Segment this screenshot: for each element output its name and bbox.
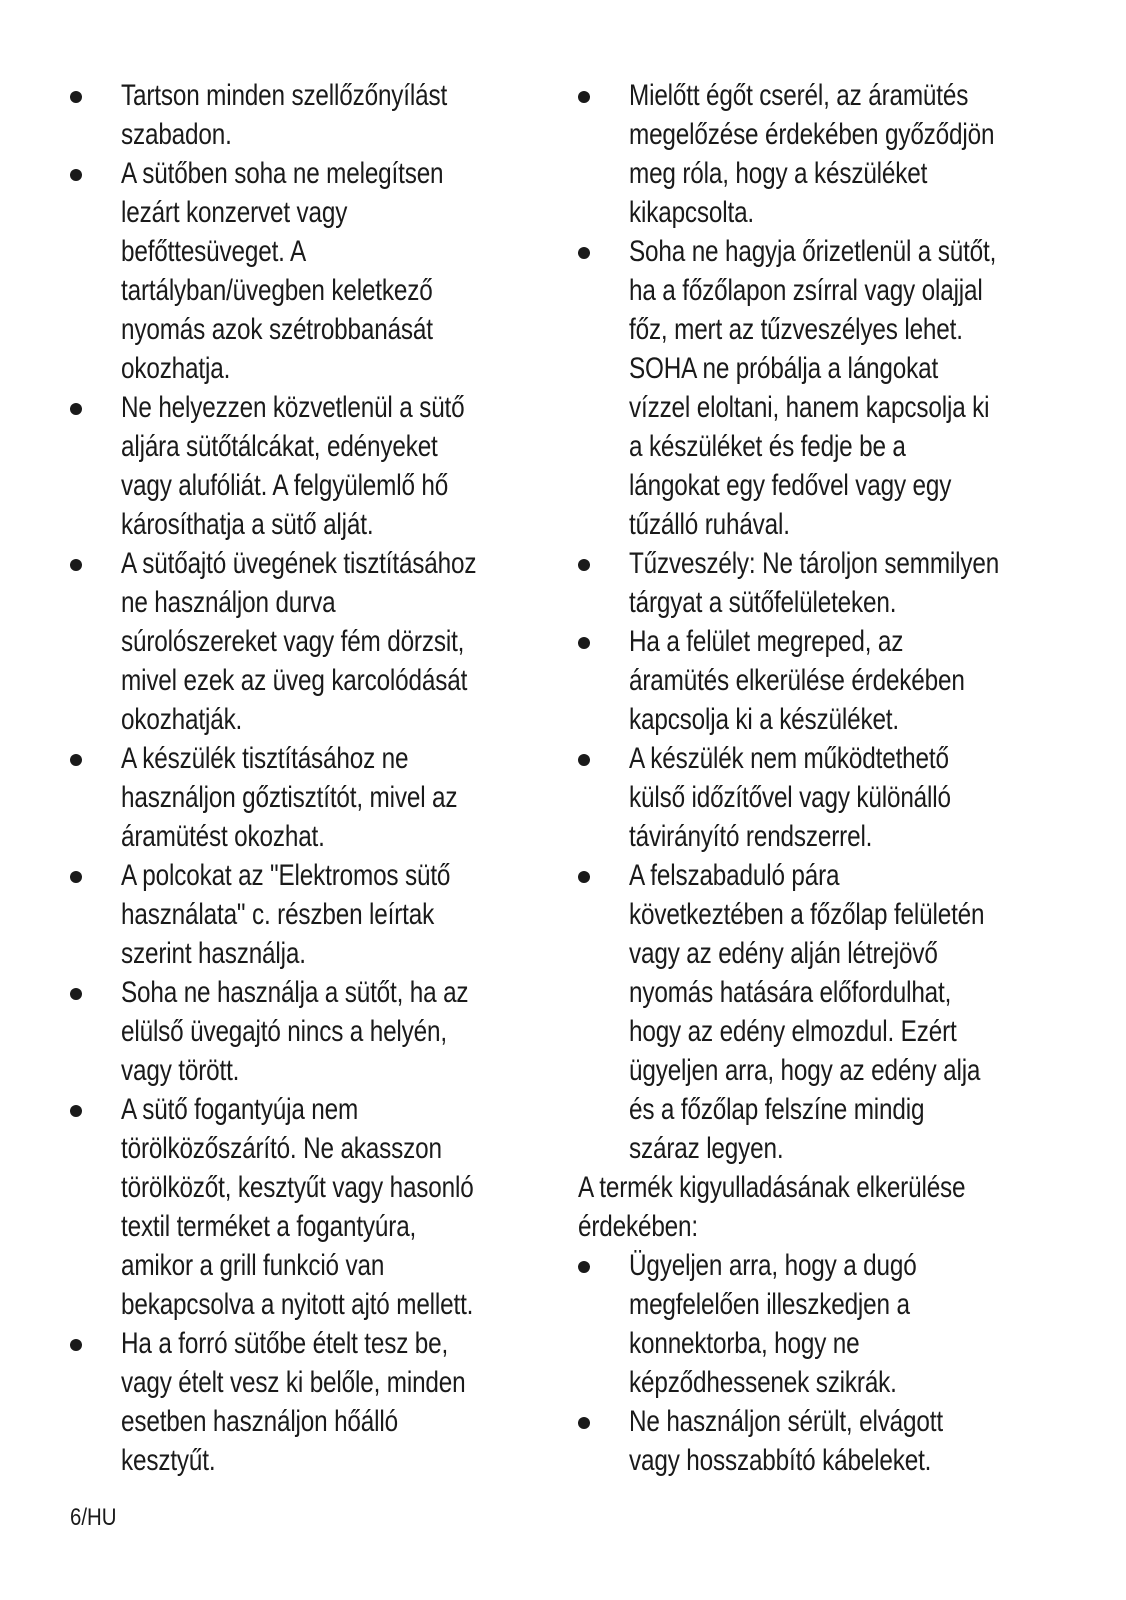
bullet-item xyxy=(578,622,1078,739)
paragraph-text-line: A termék kigyulladásának elkerülése xyxy=(578,1171,966,1204)
page-number: 6/HU xyxy=(70,1504,117,1531)
bullet-icon xyxy=(578,1261,590,1273)
bullet-text-line: képződhessenek szikrák. xyxy=(629,1366,897,1399)
bullet-item xyxy=(70,1324,540,1480)
bullet-text-line: Tartson minden szellőzőnyílást xyxy=(121,79,448,112)
bullet-text-line: meg róla, hogy a készüléket xyxy=(629,157,928,190)
bullet-text-line: törölközőt, kesztyűt vagy hasonló xyxy=(121,1171,474,1204)
bullet-text-line: használata" c. részben leírtak xyxy=(121,898,435,931)
bullet-text-line: megelőzése érdekében győződjön xyxy=(629,118,995,151)
bullet-text-line: megfelelően illeszkedjen a xyxy=(629,1288,910,1321)
bullet-text-line: tartályban/üvegben keletkező xyxy=(121,274,433,307)
bullet-text-line: okozhatja. xyxy=(121,352,231,385)
bullet-text-line: SOHA ne próbálja a lángokat xyxy=(629,352,939,385)
bullet-item xyxy=(578,1402,1078,1480)
bullet-item xyxy=(70,76,540,154)
bullet-text-line: Ne helyezzen közvetlenül a sütő xyxy=(121,391,465,424)
bullet-icon xyxy=(578,247,590,259)
bullet-text-line: hogy az edény elmozdul. Ezért xyxy=(629,1015,957,1048)
bullet-text-line: használjon gőztisztítót, mivel az xyxy=(121,781,458,814)
bullet-text-line: vagy ételt vesz ki belőle, minden xyxy=(121,1366,466,1399)
bullet-text-line: ne használjon durva xyxy=(121,586,336,619)
bullet-text-line: okozhatják. xyxy=(121,703,243,736)
bullet-text-line: a készüléket és fedje be a xyxy=(629,430,906,463)
bullet-text-line: vagy alufóliát. A felgyülemlő hő xyxy=(121,469,449,502)
bullet-item xyxy=(70,544,540,739)
right-column xyxy=(578,76,1078,1480)
bullet-text-line: és a főzőlap felszíne mindig xyxy=(629,1093,925,1126)
paragraph-text-line: érdekében: xyxy=(578,1210,698,1243)
bullet-text-line: konnektorba, hogy ne xyxy=(629,1327,860,1360)
bullet-item xyxy=(70,388,540,544)
bullet-icon xyxy=(578,871,590,883)
bullet-text-line: textil terméket a fogantyúra, xyxy=(121,1210,417,1243)
bullet-text-line: Tűzveszély: Ne tároljon semmilyen xyxy=(629,547,1000,580)
bullet-text-line: áramütés elkerülése érdekében xyxy=(629,664,965,697)
fire-prevention-intro xyxy=(578,1168,1078,1246)
safety-list-right-bottom xyxy=(578,1246,1078,1480)
bullet-text-line: kesztyűt. xyxy=(121,1444,216,1477)
bullet-text-line: Mielőtt égőt cserél, az áramütés xyxy=(629,79,969,112)
bullet-text-line: mivel ezek az üveg karcolódását xyxy=(121,664,468,697)
bullet-icon xyxy=(578,754,590,766)
bullet-text-line: áramütést okozhat. xyxy=(121,820,325,853)
bullet-item xyxy=(578,739,1078,856)
bullet-text-line: A polcokat az "Elektromos sütő xyxy=(121,859,451,892)
bullet-text-line: Ne használjon sérült, elvágott xyxy=(629,1405,943,1438)
bullet-icon xyxy=(70,1105,82,1117)
safety-list-right-top xyxy=(578,76,1078,1168)
bullet-text-line: A sütőajtó üvegének tisztításához xyxy=(121,547,477,580)
bullet-item xyxy=(578,232,1078,544)
bullet-text-line: Ha a forró sütőbe ételt tesz be, xyxy=(121,1327,449,1360)
left-column xyxy=(70,76,540,1480)
bullet-text-line: Soha ne hagyja őrizetlenül a sütőt, xyxy=(629,235,997,268)
bullet-text-line: vízzel eloltani, hanem kapcsolja ki xyxy=(629,391,990,424)
bullet-icon xyxy=(578,91,590,103)
bullet-text-line: külső időzítővel vagy különálló xyxy=(629,781,951,814)
bullet-icon xyxy=(70,559,82,571)
bullet-item xyxy=(578,856,1078,1168)
bullet-text-line: nyomás azok szétrobbanását xyxy=(121,313,433,346)
bullet-text-line: távirányító rendszerrel. xyxy=(629,820,873,853)
bullet-text-line: A készülék nem működtethető xyxy=(629,742,949,775)
bullet-icon xyxy=(70,871,82,883)
bullet-text-line: vagy az edény alján létrejövő xyxy=(629,937,938,970)
safety-list-left xyxy=(70,76,540,1480)
bullet-text-line: ügyeljen arra, hogy az edény alja xyxy=(629,1054,981,1087)
bullet-text-line: ha a főzőlapon zsírral vagy olajjal xyxy=(629,274,983,307)
bullet-item xyxy=(578,76,1078,232)
bullet-text-line: főz, mert az tűzveszélyes lehet. xyxy=(629,313,963,346)
bullet-text-line: tárgyat a sütőfelületeken. xyxy=(629,586,897,619)
bullet-icon xyxy=(578,1417,590,1429)
bullet-item xyxy=(70,856,540,973)
bullet-text-line: Ha a felület megreped, az xyxy=(629,625,904,658)
bullet-text-line: Ügyeljen arra, hogy a dugó xyxy=(629,1249,917,1282)
bullet-icon xyxy=(578,637,590,649)
bullet-icon xyxy=(578,559,590,571)
bullet-icon xyxy=(70,1339,82,1351)
bullet-icon xyxy=(70,403,82,415)
bullet-icon xyxy=(70,91,82,103)
bullet-text-line: Soha ne használja a sütőt, ha az xyxy=(121,976,469,1009)
bullet-item xyxy=(70,154,540,388)
bullet-text-line: elülső üvegajtó nincs a helyén, xyxy=(121,1015,447,1048)
bullet-text-line: aljára sütőtálcákat, edényeket xyxy=(121,430,438,463)
bullet-icon xyxy=(70,754,82,766)
bullet-text-line: súrolószereket vagy fém dörzsit, xyxy=(121,625,465,658)
bullet-text-line: amikor a grill funkció van xyxy=(121,1249,385,1282)
bullet-text-line: befőttesüveget. A xyxy=(121,235,307,268)
bullet-item xyxy=(70,739,540,856)
bullet-text-line: vagy törött. xyxy=(121,1054,240,1087)
bullet-text-line: bekapcsolva a nyitott ajtó mellett. xyxy=(121,1288,474,1321)
bullet-text-line: A sütőben soha ne melegítsen xyxy=(121,157,444,190)
bullet-text-line: nyomás hatására előfordulhat, xyxy=(629,976,952,1009)
bullet-text-line: törölközőszárító. Ne akasszon xyxy=(121,1132,442,1165)
bullet-text-line: következtében a főzőlap felületén xyxy=(629,898,985,931)
bullet-text-line: károsíthatja a sütő alját. xyxy=(121,508,374,541)
bullet-icon xyxy=(70,988,82,1000)
bullet-text-line: szabadon. xyxy=(121,118,232,151)
bullet-text-line: tűzálló ruhával. xyxy=(629,508,790,541)
bullet-text-line: A felszabaduló pára xyxy=(629,859,840,892)
bullet-item xyxy=(578,544,1078,622)
bullet-text-line: lezárt konzervet vagy xyxy=(121,196,348,229)
bullet-text-line: kapcsolja ki a készüléket. xyxy=(629,703,899,736)
bullet-item xyxy=(70,973,540,1090)
bullet-text-line: kikapcsolta. xyxy=(629,196,755,229)
bullet-text-line: vagy hosszabbító kábeleket. xyxy=(629,1444,932,1477)
bullet-item xyxy=(70,1090,540,1324)
bullet-icon xyxy=(70,169,82,181)
bullet-text-line: A sütő fogantyúja nem xyxy=(121,1093,359,1126)
bullet-text-line: lángokat egy fedővel vagy egy xyxy=(629,469,952,502)
bullet-item xyxy=(578,1246,1078,1402)
bullet-text-line: A készülék tisztításához ne xyxy=(121,742,409,775)
bullet-text-line: szerint használja. xyxy=(121,937,306,970)
bullet-text-line: esetben használjon hőálló xyxy=(121,1405,398,1438)
bullet-text-line: száraz legyen. xyxy=(629,1132,784,1165)
